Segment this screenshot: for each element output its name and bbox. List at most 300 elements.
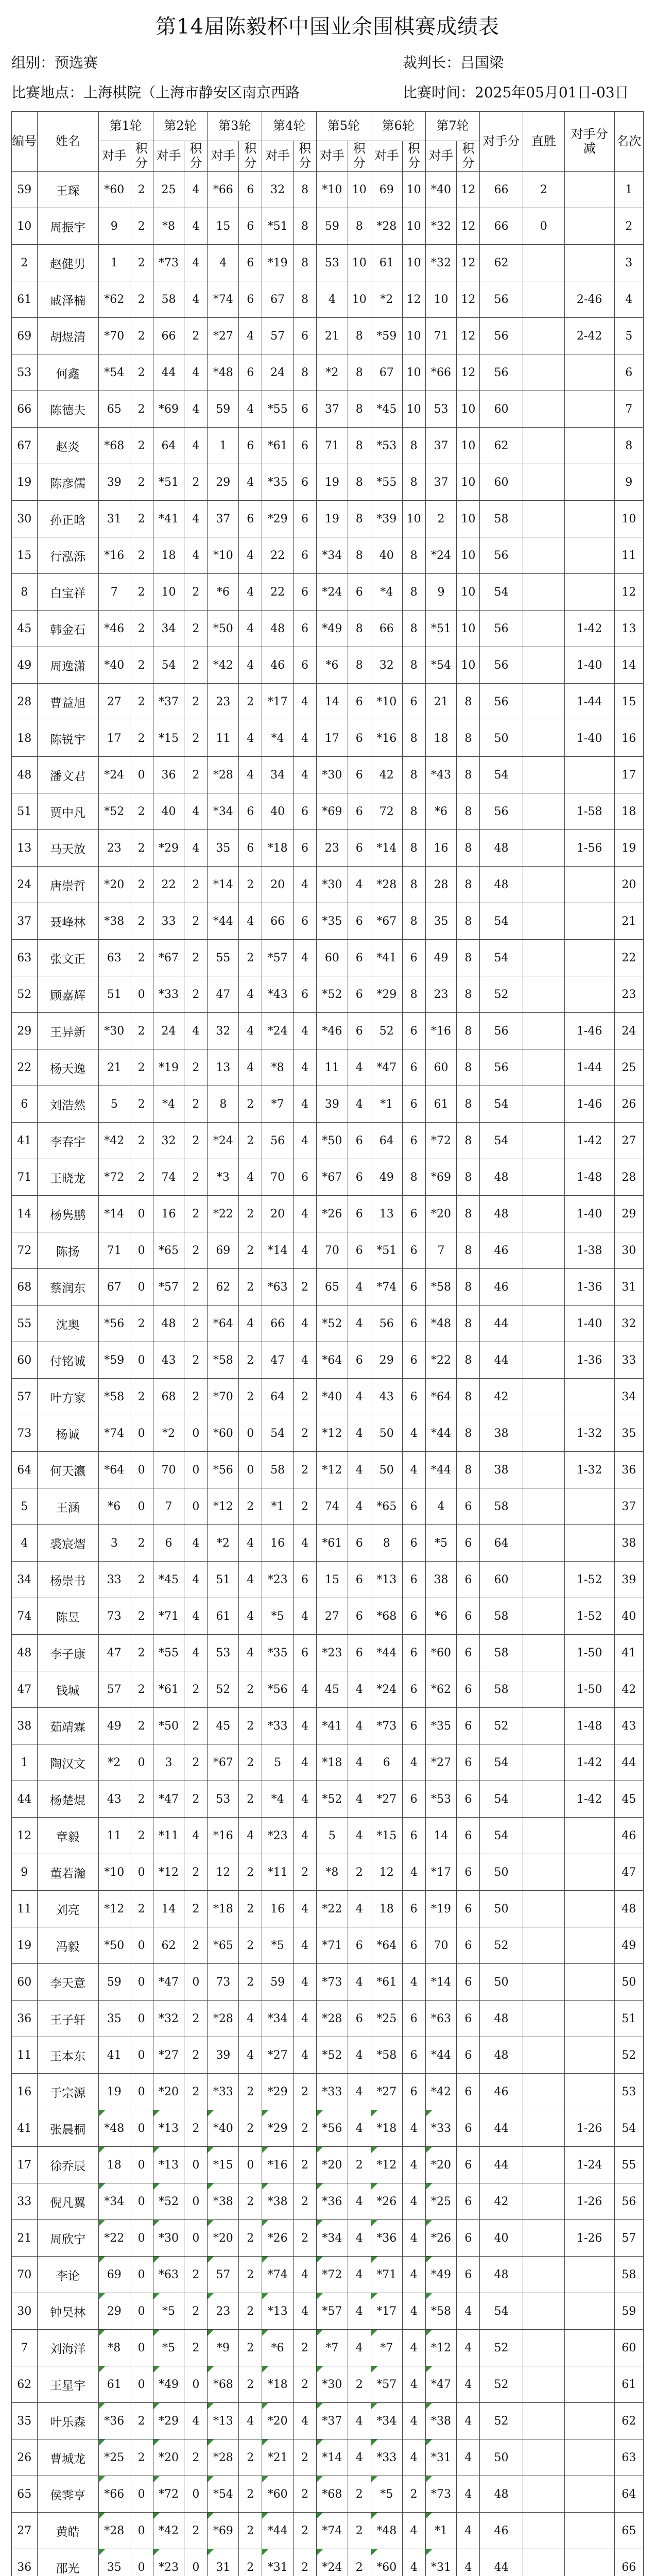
rank: 38: [614, 1525, 643, 1562]
round-opponent: 53: [208, 1635, 239, 1671]
round-points: 4: [239, 2403, 262, 2439]
round-points: 6: [457, 1708, 480, 1744]
player-number: 36: [12, 2549, 38, 2576]
round-points: 6: [294, 1562, 317, 1598]
player-name: 杨崇书: [37, 1562, 98, 1598]
header-pts-r3: 积分: [239, 141, 262, 172]
round-opponent: 69: [371, 172, 402, 208]
round-opponent: 66: [262, 1306, 294, 1342]
round-points: 6: [239, 281, 262, 318]
player-name: 叶乐森: [37, 2403, 98, 2439]
table-row: [12, 1744, 644, 1781]
opponent-score: 52: [480, 2403, 523, 2439]
direct-win: [523, 1598, 564, 1635]
player-name: 戚泽楠: [37, 281, 98, 318]
player-name: 钟昊林: [37, 2293, 98, 2330]
round-points: 2: [348, 2366, 371, 2403]
direct-win: [523, 793, 564, 830]
round-opponent: *31: [425, 2439, 457, 2476]
round-opponent: *61: [371, 1964, 402, 2001]
round-opponent: 62: [208, 1269, 239, 1306]
round-opponent: 16: [262, 1891, 294, 1927]
round-points: 2: [184, 1342, 208, 1379]
round-opponent: *34: [371, 2403, 402, 2439]
opponent-score: 66: [480, 208, 523, 245]
round-points: 4: [348, 1049, 371, 1086]
round-points: 4: [402, 2183, 425, 2220]
round-points: 6: [348, 830, 371, 867]
player-number: 70: [12, 2257, 38, 2293]
rank: 25: [614, 1049, 643, 1086]
round-points: 6: [294, 611, 317, 647]
round-opponent: 5: [317, 1818, 348, 1854]
round-points: 4: [402, 1452, 425, 1488]
round-opponent: 61: [425, 1086, 457, 1123]
round-points: 2: [184, 2001, 208, 2037]
round-points: 4: [348, 2110, 371, 2147]
sos-minus: 1-36: [564, 1269, 614, 1306]
round-points: 4: [184, 1818, 208, 1854]
rank: 41: [614, 1635, 643, 1671]
table-row: [12, 574, 644, 611]
round-opponent: 37: [208, 501, 239, 537]
round-points: 8: [402, 611, 425, 647]
round-opponent: *51: [425, 611, 457, 647]
table-row: [12, 2439, 644, 2476]
round-points: 6: [348, 1598, 371, 1635]
round-opponent: *23: [153, 2549, 184, 2576]
round-opponent: *23: [317, 1635, 348, 1671]
round-opponent: 44: [153, 354, 184, 391]
round-points: 6: [348, 1525, 371, 1562]
round-opponent: *44: [371, 1635, 402, 1671]
table-row: [12, 1196, 644, 1232]
round-points: 2: [294, 2513, 317, 2549]
sos-minus: 1-26: [564, 2220, 614, 2257]
round-opponent: *43: [262, 976, 294, 1013]
round-points: 4: [184, 1562, 208, 1598]
round-points: 0: [184, 2183, 208, 2220]
round-opponent: 54: [153, 647, 184, 684]
round-opponent: *57: [262, 940, 294, 976]
round-points: 2: [184, 1232, 208, 1269]
round-opponent: *44: [425, 2037, 457, 2074]
round-opponent: 20: [262, 867, 294, 903]
header-direct: 直胜: [523, 112, 564, 172]
direct-win: [523, 1013, 564, 1049]
round-opponent: *58: [208, 1342, 239, 1379]
rank: 51: [614, 2001, 643, 2037]
round-points: 10: [457, 501, 480, 537]
round-points: 6: [457, 2001, 480, 2037]
player-number: 59: [12, 172, 38, 208]
round-points: 0: [130, 2001, 153, 2037]
round-points: 4: [402, 2403, 425, 2439]
round-points: 2: [130, 318, 153, 354]
round-points: 2: [130, 1049, 153, 1086]
round-opponent: 66: [153, 318, 184, 354]
round-points: 10: [402, 245, 425, 281]
round-points: 6: [457, 2110, 480, 2147]
round-points: 8: [348, 318, 371, 354]
sos-minus: 1-48: [564, 1708, 614, 1744]
round-points: 4: [348, 1744, 371, 1781]
round-opponent: 56: [371, 1306, 402, 1342]
round-opponent: *32: [425, 208, 457, 245]
round-opponent: *25: [425, 2183, 457, 2220]
header-round-2: 第2轮: [153, 112, 208, 141]
player-number: 60: [12, 1964, 38, 2001]
rank: 46: [614, 1818, 643, 1854]
rank: 18: [614, 793, 643, 830]
opponent-score: 48: [480, 2001, 523, 2037]
round-points: 4: [184, 172, 208, 208]
round-points: 8: [294, 354, 317, 391]
round-points: 4: [294, 720, 317, 757]
round-points: 8: [457, 903, 480, 940]
opponent-score: 56: [480, 793, 523, 830]
round-points: 2: [184, 2074, 208, 2110]
player-number: 24: [12, 867, 38, 903]
round-points: 0: [130, 2110, 153, 2147]
rank: 47: [614, 1854, 643, 1891]
round-points: 4: [239, 976, 262, 1013]
direct-win: 0: [523, 208, 564, 245]
round-points: 2: [239, 1927, 262, 1964]
round-opponent: *28: [208, 757, 239, 793]
round-opponent: *8: [153, 208, 184, 245]
round-opponent: *10: [371, 684, 402, 720]
table-row: [12, 1708, 644, 1744]
round-opponent: *72: [98, 1159, 130, 1196]
round-opponent: 47: [262, 1342, 294, 1379]
round-opponent: *20: [98, 867, 130, 903]
round-opponent: 6: [371, 1744, 402, 1781]
round-opponent: *22: [98, 2220, 130, 2257]
round-opponent: *22: [317, 1891, 348, 1927]
round-points: 4: [294, 1598, 317, 1635]
round-points: 2: [348, 2476, 371, 2513]
date-label: 比赛时间：2025年05月01日-03日: [403, 84, 629, 101]
round-opponent: 37: [317, 391, 348, 428]
table-row: [12, 1452, 644, 1488]
venue-label: 比赛地点：上海棋院（上海市静安区南京西路: [11, 84, 300, 101]
player-number: 13: [12, 830, 38, 867]
round-opponent: *73: [425, 2476, 457, 2513]
round-points: 4: [294, 757, 317, 793]
round-opponent: *46: [317, 1013, 348, 1049]
rank: 60: [614, 2330, 643, 2366]
round-opponent: *18: [262, 830, 294, 867]
round-points: 4: [239, 647, 262, 684]
round-points: 2: [239, 940, 262, 976]
round-points: 0: [130, 2549, 153, 2576]
round-opponent: *59: [98, 1342, 130, 1379]
round-opponent: *8: [317, 1854, 348, 1891]
round-points: 10: [402, 391, 425, 428]
round-points: 6: [239, 208, 262, 245]
round-opponent: 65: [317, 1269, 348, 1306]
round-opponent: *54: [425, 647, 457, 684]
round-points: 0: [130, 1488, 153, 1525]
round-opponent: *25: [371, 2001, 402, 2037]
round-points: 8: [348, 391, 371, 428]
round-opponent: 18: [98, 2147, 130, 2183]
sos-minus: [564, 1818, 614, 1854]
sos-minus: [564, 1854, 614, 1891]
round-opponent: *40: [317, 1379, 348, 1415]
header-opp-score: 对手分: [480, 112, 523, 172]
player-name: 赵健男: [37, 245, 98, 281]
round-points: 2: [130, 2403, 153, 2439]
round-opponent: 31: [98, 501, 130, 537]
round-opponent: 21: [317, 318, 348, 354]
round-opponent: 70: [153, 1452, 184, 1488]
direct-win: [523, 647, 564, 684]
round-points: 2: [130, 391, 153, 428]
round-opponent: *2: [317, 354, 348, 391]
player-number: 18: [12, 720, 38, 757]
round-points: 4: [184, 1525, 208, 1562]
round-points: 0: [130, 2366, 153, 2403]
round-points: 2: [184, 867, 208, 903]
direct-win: [523, 903, 564, 940]
round-opponent: 43: [371, 1379, 402, 1415]
round-opponent: 20: [262, 1196, 294, 1232]
round-opponent: 35: [425, 903, 457, 940]
round-points: 2: [294, 1452, 317, 1488]
round-points: 4: [402, 2549, 425, 2576]
round-points: 10: [457, 428, 480, 464]
opponent-score: 54: [480, 1744, 523, 1781]
player-name: 陈昱: [37, 1598, 98, 1635]
round-opponent: *66: [98, 2476, 130, 2513]
round-opponent: *36: [317, 2183, 348, 2220]
round-opponent: 52: [371, 1013, 402, 1049]
round-opponent: *6: [425, 793, 457, 830]
round-points: 4: [294, 1232, 317, 1269]
direct-win: [523, 1049, 564, 1086]
round-points: 4: [294, 1123, 317, 1159]
header-pts-r5: 积分: [348, 141, 371, 172]
table-row: [12, 1013, 644, 1049]
round-points: 6: [402, 1306, 425, 1342]
round-opponent: 6: [153, 1525, 184, 1562]
player-number: 61: [12, 281, 38, 318]
round-points: 2: [184, 1049, 208, 1086]
round-opponent: 67: [262, 281, 294, 318]
round-opponent: *52: [98, 793, 130, 830]
player-name: 侯霁亨: [37, 2476, 98, 2513]
round-points: 4: [184, 830, 208, 867]
direct-win: [523, 867, 564, 903]
round-points: 2: [130, 1781, 153, 1818]
sos-minus: [564, 2513, 614, 2549]
round-points: 2: [184, 1123, 208, 1159]
round-points: 6: [402, 1049, 425, 1086]
round-opponent: *53: [371, 428, 402, 464]
round-points: 2: [130, 1891, 153, 1927]
round-points: 2: [130, 1525, 153, 1562]
round-points: 0: [130, 1196, 153, 1232]
round-opponent: *50: [153, 1708, 184, 1744]
player-name: 杨隽鹏: [37, 1196, 98, 1232]
round-opponent: *48: [371, 2513, 402, 2549]
round-points: 0: [130, 1854, 153, 1891]
player-name: 行泓泺: [37, 537, 98, 574]
round-opponent: 10: [153, 574, 184, 611]
table-row: [12, 1635, 644, 1671]
round-opponent: *23: [262, 1818, 294, 1854]
direct-win: [523, 281, 564, 318]
player-number: 62: [12, 2366, 38, 2403]
direct-win: [523, 1452, 564, 1488]
round-opponent: *29: [371, 976, 402, 1013]
rank: 17: [614, 757, 643, 793]
round-opponent: *15: [208, 2147, 239, 2183]
round-points: 2: [239, 1744, 262, 1781]
round-points: 4: [294, 1013, 317, 1049]
round-points: 12: [457, 318, 480, 354]
round-points: 4: [402, 2330, 425, 2366]
round-opponent: *20: [153, 2074, 184, 2110]
round-opponent: *20: [425, 1196, 457, 1232]
player-name: 付铭诚: [37, 1342, 98, 1379]
round-points: 4: [348, 1452, 371, 1488]
round-opponent: *30: [153, 2220, 184, 2257]
round-opponent: *50: [317, 1123, 348, 1159]
player-name: 于宗源: [37, 2074, 98, 2110]
player-name: 杨楚焜: [37, 1781, 98, 1818]
round-points: 0: [184, 1415, 208, 1452]
round-opponent: *28: [371, 867, 402, 903]
sos-minus: [564, 2476, 614, 2513]
player-name: 孙正晗: [37, 501, 98, 537]
round-points: 8: [457, 1159, 480, 1196]
round-points: 2: [130, 574, 153, 611]
round-points: 6: [457, 1927, 480, 1964]
direct-win: [523, 1781, 564, 1818]
sos-minus: [564, 391, 614, 428]
round-points: 6: [457, 2147, 480, 2183]
round-points: 8: [348, 354, 371, 391]
round-points: 6: [457, 1854, 480, 1891]
round-points: 2: [130, 354, 153, 391]
opponent-score: 48: [480, 1159, 523, 1196]
round-opponent: 15: [317, 1562, 348, 1598]
player-name: 李论: [37, 2257, 98, 2293]
round-opponent: 11: [317, 1049, 348, 1086]
direct-win: [523, 501, 564, 537]
round-points: 4: [348, 1415, 371, 1452]
rank: 49: [614, 1927, 643, 1964]
round-points: 6: [348, 1013, 371, 1049]
round-opponent: *30: [98, 1013, 130, 1049]
round-opponent: 32: [262, 172, 294, 208]
round-points: 2: [130, 1562, 153, 1598]
round-points: 4: [239, 1013, 262, 1049]
table-row: [12, 2293, 644, 2330]
round-opponent: 23: [317, 830, 348, 867]
round-points: 2: [130, 903, 153, 940]
round-opponent: 27: [317, 1598, 348, 1635]
round-points: 6: [239, 793, 262, 830]
player-number: 11: [12, 2037, 38, 2074]
direct-win: [523, 2549, 564, 2576]
sos-minus: [564, 2330, 614, 2366]
direct-win: [523, 2403, 564, 2439]
sos-minus: 1-42: [564, 1781, 614, 1818]
player-number: 1: [12, 1744, 38, 1781]
opponent-score: 52: [480, 1708, 523, 1744]
round-opponent: 5: [262, 1744, 294, 1781]
round-points: 8: [457, 1452, 480, 1488]
round-points: 8: [457, 1049, 480, 1086]
round-points: 2: [348, 2549, 371, 2576]
round-points: 6: [348, 940, 371, 976]
round-opponent: *41: [317, 1708, 348, 1744]
rank: 7: [614, 391, 643, 428]
round-opponent: *16: [98, 537, 130, 574]
round-opponent: 3: [153, 1744, 184, 1781]
round-opponent: *56: [262, 1671, 294, 1708]
round-opponent: *21: [262, 2439, 294, 2476]
round-opponent: *58: [425, 1269, 457, 1306]
round-points: 2: [184, 1196, 208, 1232]
round-opponent: *62: [425, 1671, 457, 1708]
round-points: 2: [239, 2513, 262, 2549]
round-points: 6: [348, 1342, 371, 1379]
round-opponent: *27: [425, 1744, 457, 1781]
table-row: [12, 2513, 644, 2549]
table-row: [12, 1818, 644, 1854]
round-opponent: 65: [98, 391, 130, 428]
opponent-score: 54: [480, 1818, 523, 1854]
round-points: 8: [348, 611, 371, 647]
round-opponent: *36: [371, 2220, 402, 2257]
round-opponent: *12: [317, 1452, 348, 1488]
round-points: 8: [457, 757, 480, 793]
round-points: 6: [457, 1671, 480, 1708]
player-number: 57: [12, 1379, 38, 1415]
round-opponent: 24: [262, 354, 294, 391]
round-points: 2: [294, 2549, 317, 2576]
round-points: 6: [457, 1891, 480, 1927]
direct-win: [523, 1232, 564, 1269]
rank: 29: [614, 1196, 643, 1232]
round-opponent: 24: [153, 1013, 184, 1049]
round-points: 6: [294, 318, 317, 354]
round-opponent: *26: [371, 2183, 402, 2220]
table-row: [12, 1562, 644, 1598]
round-points: 6: [402, 1927, 425, 1964]
round-points: 8: [294, 208, 317, 245]
round-opponent: *13: [262, 2293, 294, 2330]
direct-win: [523, 830, 564, 867]
round-points: 6: [294, 793, 317, 830]
round-opponent: *45: [153, 1562, 184, 1598]
round-points: 8: [348, 208, 371, 245]
round-points: 4: [239, 464, 262, 501]
round-points: 2: [239, 1671, 262, 1708]
round-points: 2: [184, 903, 208, 940]
player-number: 48: [12, 1635, 38, 1671]
rank: 62: [614, 2403, 643, 2439]
round-opponent: *16: [208, 1818, 239, 1854]
round-opponent: 74: [317, 1488, 348, 1525]
round-opponent: *5: [425, 1525, 457, 1562]
round-opponent: 70: [425, 1927, 457, 1964]
